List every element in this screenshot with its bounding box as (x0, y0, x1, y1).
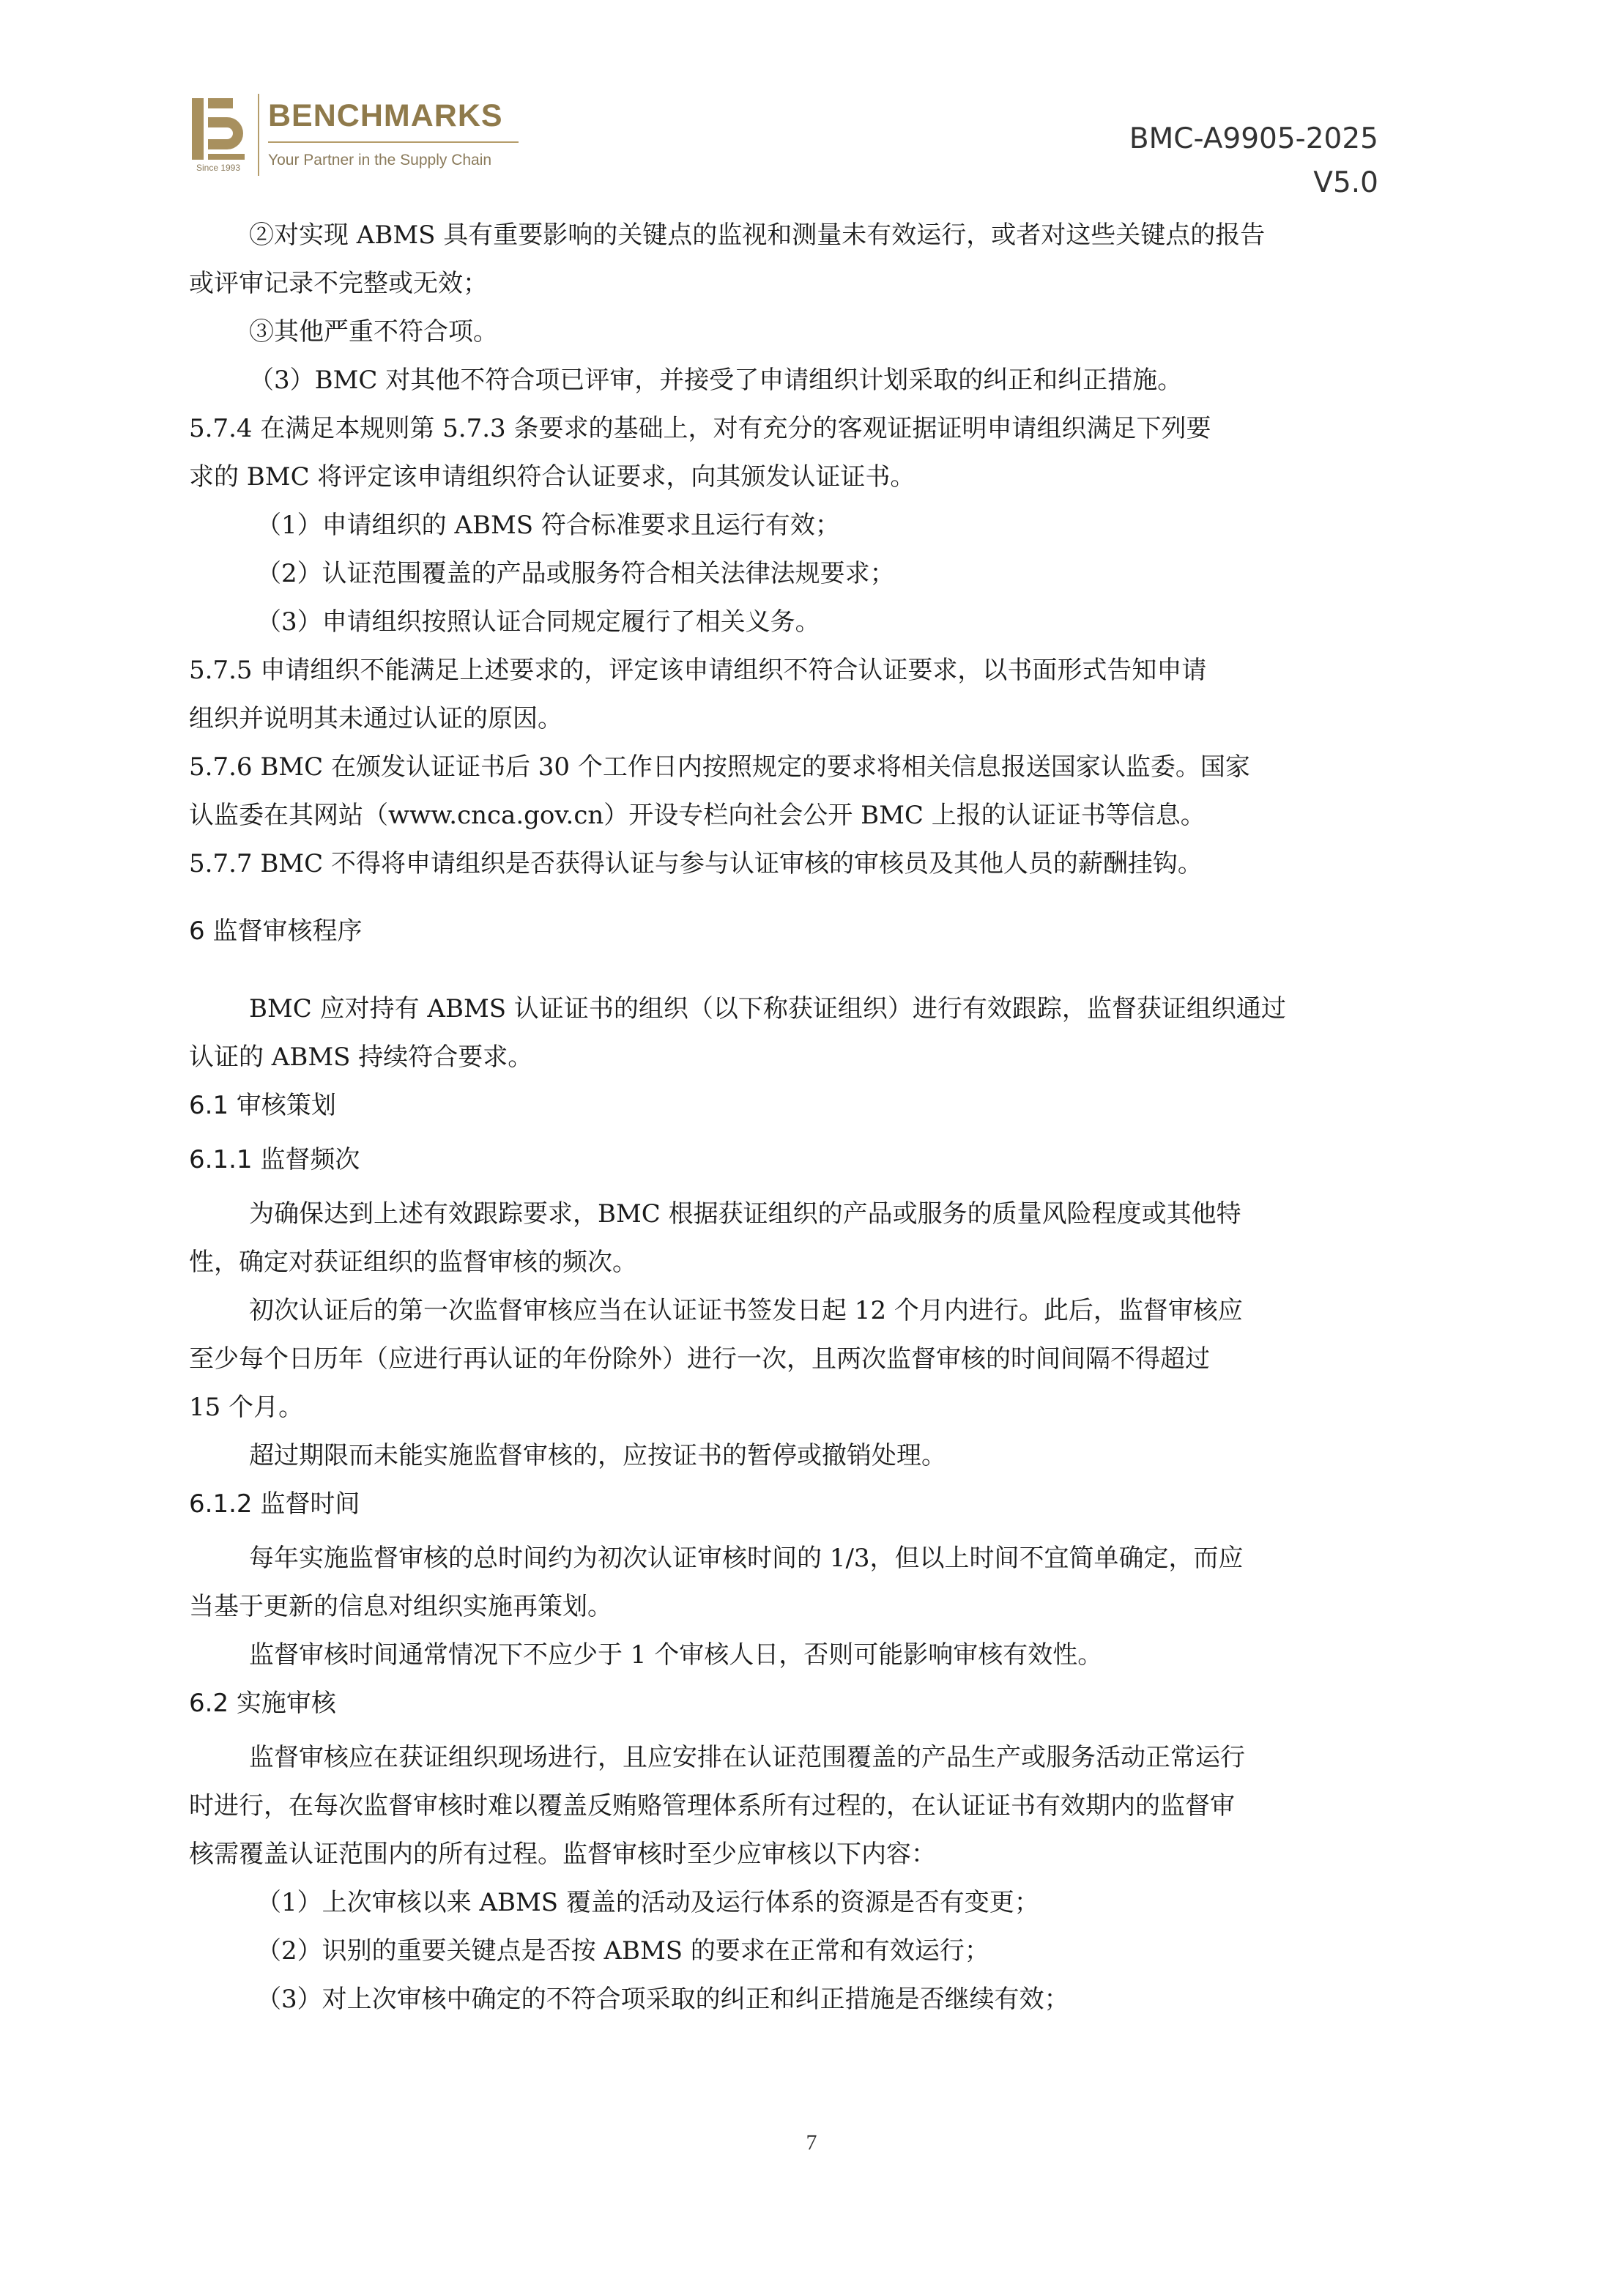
paragraph-line: 组织并说明其未通过认证的原因。 (189, 704, 562, 733)
clause-line: 5.7.7 BMC 不得将申请组织是否获得认证与参与认证审核的审核员及其他人员的薪酬挂钩。 (189, 849, 1203, 878)
page-number: 7 (806, 2130, 817, 2155)
paragraph-line: 求的 BMC 将评定该申请组织符合认证要求，向其颁发认证证书。 (189, 462, 916, 492)
document-id (1129, 117, 1378, 205)
logo-since-text: Since 1993 (196, 163, 241, 173)
paragraph-line: 认监委在其网站（www.cnca.gov.cn）开设专栏向社会公开 BMC 上报的认证证书等信息。 (189, 801, 1206, 830)
clause-line: 5.7.4 在满足本规则第 5.7.3 条要求的基础上，对有充分的客观证据证明申请组织满足下列要 (189, 414, 1211, 443)
doc-code: BMC-A9905-2025 (1129, 122, 1378, 155)
logo-underline (268, 141, 519, 143)
paragraph-line: 当基于更新的信息对组织实施再策划。 (189, 1592, 612, 1621)
paragraph-line: 认证的 ABMS 持续符合要求。 (189, 1043, 533, 1072)
paragraph-line: 每年实施监督审核的总时间约为初次认证审核时间的 1/3，但以上时间不宜简单确定，而应 (249, 1544, 1244, 1573)
clause-line: 5.7.6 BMC 在颁发认证证书后 30 个工作日内按照规定的要求将相关信息报送国家认监委。国家 (189, 752, 1250, 782)
paragraph-line: 或评审记录不完整或无效； (189, 269, 488, 298)
benchmarks-logo-icon (189, 95, 248, 171)
paragraph-line: （3）BMC 对其他不符合项已评审，并接受了申请组织计划采取的纠正和纠正措施。 (249, 366, 1183, 395)
list-item: （2）识别的重要关键点是否按 ABMS 的要求在正常和有效运行； (256, 1936, 989, 1966)
paragraph-line: ③其他严重不符合项。 (249, 317, 498, 347)
paragraph-line: 时进行，在每次监督审核时难以覆盖反贿赂管理体系所有过程的，在认证证书有效期内的监督审 (189, 1791, 1235, 1821)
clause-line: 5.7.5 申请组织不能满足上述要求的，评定该申请组织不符合认证要求，以书面形式告知申请 (189, 656, 1207, 685)
paragraph-line: 为确保达到上述有效跟踪要求，BMC 根据获证组织的产品或服务的质量风险程度或其他特 (249, 1199, 1241, 1229)
paragraph-line: 监督审核应在获证组织现场进行，且应安排在认证范围覆盖的产品生产或服务活动正常运行 (249, 1743, 1245, 1772)
subsection-heading: 6.1.1 监督频次 (189, 1145, 360, 1174)
doc-version: V5.0 (1313, 166, 1378, 199)
paragraph-line: BMC 应对持有 ABMS 认证证书的组织（以下称获证组织）进行有效跟踪，监督获证组织通过 (249, 994, 1286, 1023)
paragraph-line: 核需覆盖认证范围内的所有过程。监督审核时至少应审核以下内容： (189, 1840, 936, 1869)
list-item: （1）申请组织的 ABMS 符合标准要求且运行有效； (256, 511, 840, 540)
paragraph-line: 超过期限而未能实施监督审核的，应按证书的暂停或撤销处理。 (249, 1441, 946, 1470)
paragraph-line: 至少每个日历年（应进行再认证的年份除外）进行一次，且两次监督审核的时间间隔不得超过 (189, 1344, 1210, 1374)
document-body (189, 211, 1384, 2023)
paragraph-line: 初次认证后的第一次监督审核应当在认证证书签发日起 12 个月内进行。此后，监督审核应 (249, 1296, 1243, 1325)
subsection-heading: 6.1 审核策划 (189, 1091, 336, 1120)
subsection-heading: 6.2 实施审核 (189, 1689, 336, 1718)
list-item: （3）申请组织按照认证合同规定履行了相关义务。 (256, 607, 820, 637)
subsection-heading: 6.1.2 监督时间 (189, 1489, 360, 1519)
section-heading: 6 监督审核程序 (189, 916, 363, 946)
list-item: （1）上次审核以来 ABMS 覆盖的活动及运行体系的资源是否有变更； (256, 1888, 1039, 1917)
paragraph-line: 监督审核时间通常情况下不应少于 1 个审核人日，否则可能影响审核有效性。 (249, 1640, 1103, 1670)
logo-divider (258, 94, 259, 176)
paragraph-line: ②对实现 ABMS 具有重要影响的关键点的监视和测量未有效运行，或者对这些关键点的报告 (249, 221, 1266, 250)
logo-tagline: Your Partner in the Supply Chain (268, 152, 492, 169)
paragraph-line: 性，确定对获证组织的监督审核的频次。 (189, 1248, 637, 1277)
paragraph-line: 15 个月。 (189, 1393, 304, 1422)
company-logo (189, 91, 519, 179)
logo-name: BENCHMARKS (268, 98, 503, 133)
list-item: （3）对上次审核中确定的不符合项采取的纠正和纠正措施是否继续有效； (256, 1985, 1069, 2014)
list-item: （2）认证范围覆盖的产品或服务符合相关法律法规要求； (256, 559, 895, 588)
